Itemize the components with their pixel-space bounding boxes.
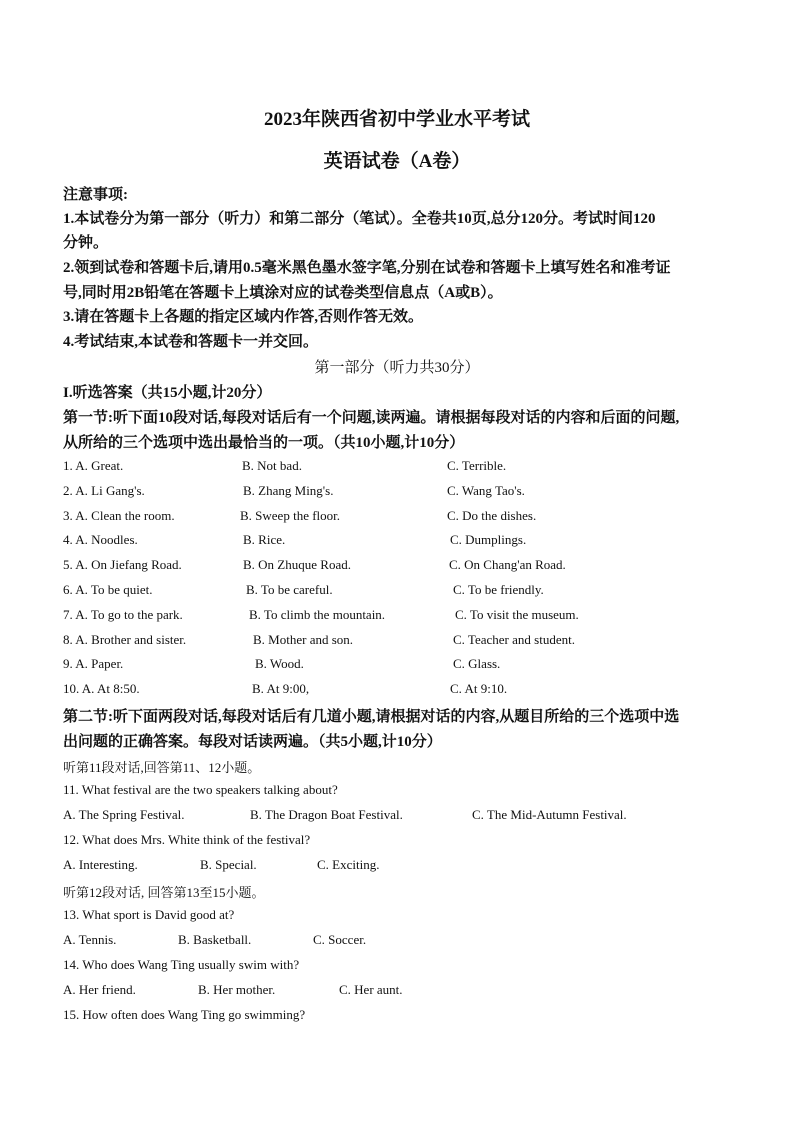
q4-option-c: C. Dumplings. <box>450 532 527 548</box>
q5-option-a: 5. A. On Jiefang Road. <box>63 557 182 573</box>
q10-option-b: B. At 9:00, <box>252 681 310 697</box>
q12-option-a: A. Interesting. <box>63 857 138 872</box>
note-item: 号,同时用2B铅笔在答题卡上填涂对应的试卷类型信息点（A或B）。 <box>63 285 503 301</box>
q9-option-b: B. Wood. <box>255 656 304 672</box>
question-13: 13. What sport is David good at? <box>63 907 235 922</box>
q9-option-c: C. Glass. <box>453 656 501 672</box>
q4-option-b: B. Rice. <box>243 532 286 548</box>
q13-option-b: B. Basketball. <box>178 932 252 947</box>
q10-option-c: C. At 9:10. <box>450 681 508 697</box>
q2-option-a: 2. A. Li Gang's. <box>63 482 145 498</box>
q14-option-a: A. Her friend. <box>63 982 136 997</box>
dialog-intro: 听第12段对话, 回答第13至15小题。 <box>63 885 265 900</box>
q11-option-c: C. The Mid-Autumn Festival. <box>472 807 627 822</box>
q3-option-b: B. Sweep the floor. <box>240 507 341 523</box>
q2-option-c: C. Wang Tao's. <box>447 482 525 498</box>
exam-title: 2023年陕西省初中学业水平考试 <box>263 109 530 130</box>
q1-option-a: 1. A. Great. <box>63 458 124 473</box>
dialog-intro: 听第11段对话,回答第11、12小题。 <box>63 760 261 775</box>
q1-option-c: C. Terrible. <box>447 458 507 473</box>
sub1-instructions: 第一节:听下面10段对话,每段对话后有一个问题,读两遍。请根据每段对话的内容和后面的问题, <box>63 410 680 426</box>
sub2-instructions: 出问题的正确答案。每段对话读两遍。（共5小题,计10分） <box>63 734 442 750</box>
part1-heading: 第一部分（听力共30分） <box>314 360 480 376</box>
q14-option-c: C. Her aunt. <box>339 982 403 997</box>
q8-option-b: B. Mother and son. <box>253 631 354 647</box>
q2-option-b: B. Zhang Ming's. <box>243 482 334 498</box>
note-item: 分钟。 <box>63 235 109 251</box>
note-item: 3.请在答题卡上各题的指定区域内作答,否则作答无效。 <box>63 309 424 325</box>
q4-option-a: 4. A. Noodles. <box>63 532 138 548</box>
note-item: 1.本试卷分为第一部分（听力）和第二部分（笔试）。全卷共10页,总分120分。考试时间120 <box>63 211 656 227</box>
q6-option-c: C. To be friendly. <box>453 582 544 597</box>
q11-option-a: A. The Spring Festival. <box>63 807 185 822</box>
question-14: 14. Who does Wang Ting usually swim with? <box>63 957 300 972</box>
sub1-instructions: 从所给的三个选项中选出最恰当的一项。（共10小题,计10分） <box>63 435 465 451</box>
q7-option-b: B. To climb the mountain. <box>249 606 386 622</box>
q10-option-a: 10. A. At 8:50. <box>63 681 140 697</box>
q12-option-b: B. Special. <box>200 857 257 872</box>
q9-option-a: 9. A. Paper. <box>63 656 124 672</box>
q13-option-a: A. Tennis. <box>63 932 117 947</box>
note-item: 2.领到试卷和答题卡后,请用0.5毫米黑色墨水签字笔,分别在试卷和答题卡上填写姓名和准考证 <box>63 260 671 276</box>
q5-option-c: C. On Chang'an Road. <box>449 557 566 573</box>
q6-option-a: 6. A. To be quiet. <box>63 582 153 597</box>
question-15: 15. How often does Wang Ting go swimming? <box>63 1007 306 1022</box>
q7-option-c: C. To visit the museum. <box>455 606 579 622</box>
q5-option-b: B. On Zhuque Road. <box>243 557 351 573</box>
q6-option-b: B. To be careful. <box>246 582 333 597</box>
q12-option-c: C. Exciting. <box>317 857 380 872</box>
q11-option-b: B. The Dragon Boat Festival. <box>250 807 403 822</box>
exam-subtitle: 英语试卷（A卷） <box>323 151 471 172</box>
notes-heading: 注意事项: <box>63 187 128 203</box>
q3-option-a: 3. A. Clean the room. <box>63 507 175 523</box>
note-item: 4.考试结束,本试卷和答题卡一并交回。 <box>63 334 319 350</box>
section-i-heading: I.听选答案（共15小题,计20分） <box>63 385 272 401</box>
q7-option-a: 7. A. To go to the park. <box>63 606 183 622</box>
q8-option-c: C. Teacher and student. <box>453 631 575 647</box>
q3-option-c: C. Do the dishes. <box>447 507 537 523</box>
question-12: 12. What does Mrs. White think of the festival? <box>63 832 311 847</box>
q1-option-b: B. Not bad. <box>242 458 302 473</box>
q8-option-a: 8. A. Brother and sister. <box>63 631 187 647</box>
q13-option-c: C. Soccer. <box>313 932 367 947</box>
q14-option-b: B. Her mother. <box>198 982 276 997</box>
sub2-instructions: 第二节:听下面两段对话,每段对话后有几道小题,请根据对话的内容,从题目所给的三个选项中选 <box>63 709 680 725</box>
question-11: 11. What festival are the two speakers talking about? <box>63 782 338 797</box>
